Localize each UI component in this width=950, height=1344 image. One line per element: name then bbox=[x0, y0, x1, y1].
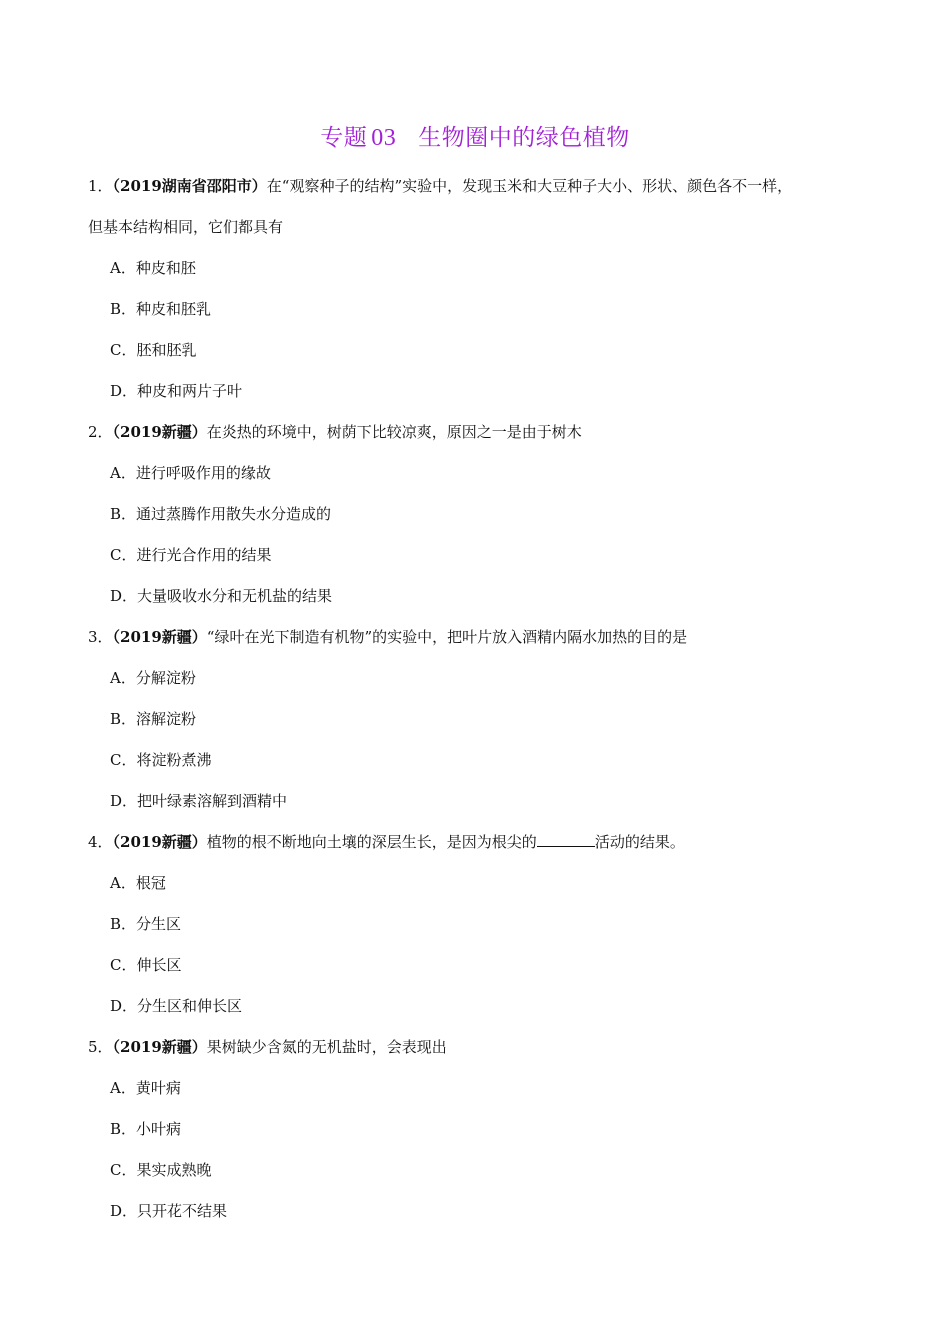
question-text: 在“观察种子的结构”实验中，发现玉米和大豆种子大小、形状、颜色各不一样， bbox=[266, 177, 793, 195]
question-list bbox=[88, 166, 868, 1232]
question-text: 植物的根不断地向土壤的深层生长，是因为根尖的 bbox=[206, 833, 537, 851]
question-stem-continued: 但基本结构相同，它们都具有 bbox=[88, 218, 284, 236]
option-d: D．种皮和两片子叶 bbox=[110, 382, 243, 400]
question-source: （2019湖南省邵阳市） bbox=[112, 177, 267, 195]
question-stem bbox=[88, 412, 868, 453]
question-number: 2． bbox=[88, 423, 113, 441]
question-text: 在炎热的环境中，树荫下比较凉爽，原因之一是由于树木 bbox=[206, 423, 582, 441]
answer-blank[interactable] bbox=[537, 832, 595, 847]
option-d: D．大量吸收水分和无机盐的结果 bbox=[110, 587, 333, 605]
question-text: “绿叶在光下制造有机物”的实验中，把叶片放入酒精内隔水加热的目的是 bbox=[206, 628, 688, 646]
question-number: 5． bbox=[88, 1038, 113, 1056]
option-a: A．黄叶病 bbox=[110, 1079, 181, 1097]
option-b: B．分生区 bbox=[110, 915, 182, 933]
option-b: B．通过蒸腾作用散失水分造成的 bbox=[110, 505, 332, 523]
title-text: 生物圈中的绿色植物 bbox=[418, 125, 630, 151]
option-c: C．伸长区 bbox=[110, 956, 182, 974]
question-stem bbox=[88, 822, 868, 863]
question-source: （2019新疆） bbox=[112, 833, 207, 851]
question-text: 果树缺少含氮的无机盐时，会表现出 bbox=[206, 1038, 447, 1056]
option-a: A．根冠 bbox=[110, 874, 166, 892]
question-stem bbox=[88, 617, 868, 658]
title-number: 03 bbox=[371, 125, 397, 151]
option-d: D．把叶绿素溶解到酒精中 bbox=[110, 792, 288, 810]
title-prefix: 专题 bbox=[320, 125, 368, 151]
question-source: （2019新疆） bbox=[112, 423, 207, 441]
question-5 bbox=[88, 1027, 868, 1232]
option-d: D．只开花不结果 bbox=[110, 1202, 228, 1220]
question-source: （2019新疆） bbox=[112, 628, 207, 646]
option-c: C．进行光合作用的结果 bbox=[110, 546, 272, 564]
question-stem bbox=[88, 1027, 868, 1068]
question-source: （2019新疆） bbox=[112, 1038, 207, 1056]
question-1 bbox=[88, 166, 868, 412]
question-stem bbox=[88, 166, 868, 207]
option-c: C．胚和胚乳 bbox=[110, 341, 197, 359]
option-a: A．分解淀粉 bbox=[110, 669, 196, 687]
question-number: 3． bbox=[88, 628, 113, 646]
question-text-after-blank: 活动的结果。 bbox=[594, 833, 685, 851]
option-a: A．进行呼吸作用的缘故 bbox=[110, 464, 271, 482]
question-3 bbox=[88, 617, 868, 822]
option-b: B．种皮和胚乳 bbox=[110, 300, 212, 318]
option-b: B．溶解淀粉 bbox=[110, 710, 197, 728]
option-c: C．将淀粉煮沸 bbox=[110, 751, 212, 769]
option-b: B．小叶病 bbox=[110, 1120, 182, 1138]
question-2 bbox=[88, 412, 868, 617]
question-number: 4． bbox=[88, 833, 113, 851]
page-title bbox=[0, 122, 950, 154]
option-c: C．果实成熟晚 bbox=[110, 1161, 212, 1179]
option-a: A．种皮和胚 bbox=[110, 259, 196, 277]
question-4 bbox=[88, 822, 868, 1027]
question-number: 1． bbox=[88, 177, 113, 195]
option-d: D．分生区和伸长区 bbox=[110, 997, 243, 1015]
